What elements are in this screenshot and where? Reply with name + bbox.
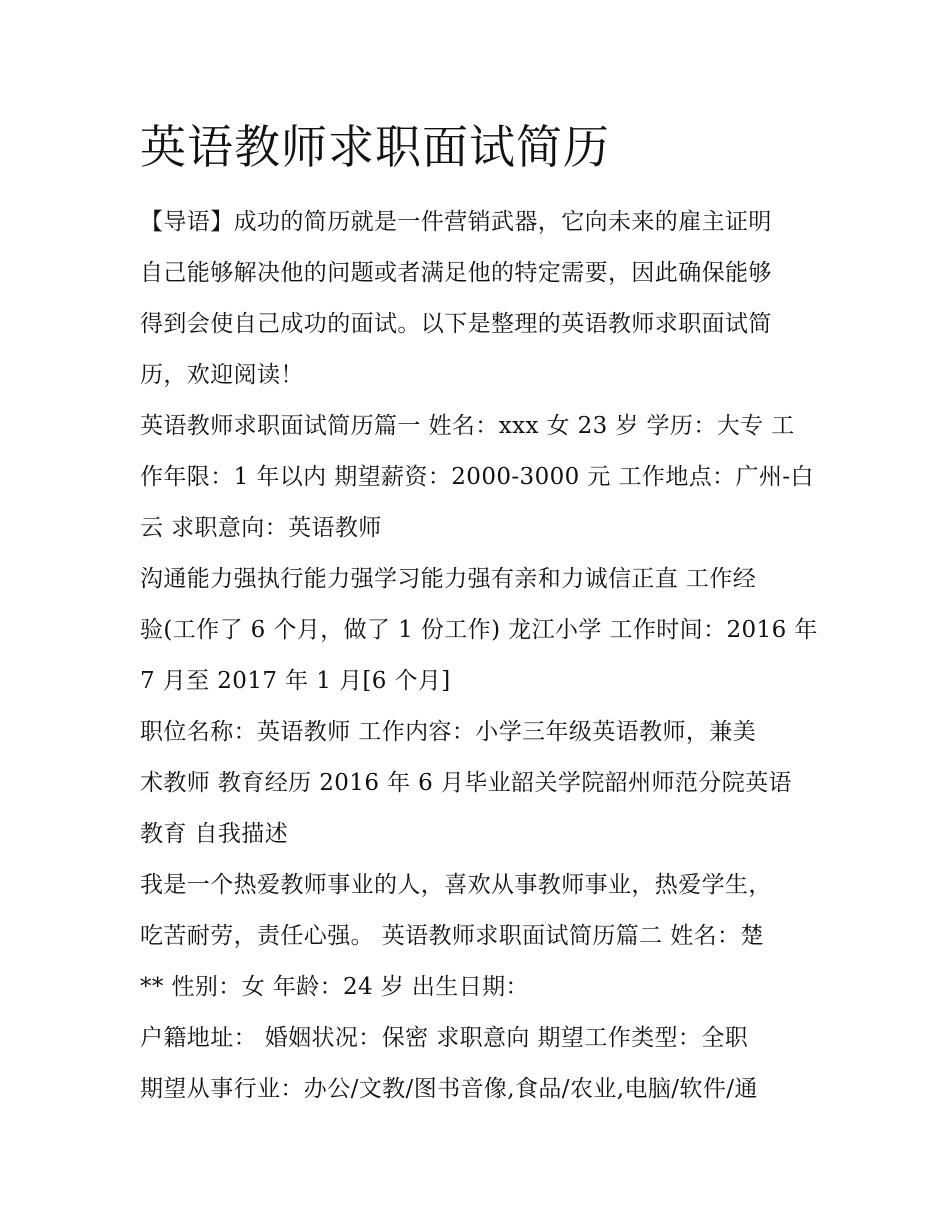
text-line: 教育 自我描述 <box>140 821 289 847</box>
text-line: 户籍地址： 婚姻状况：保密 求职意向 期望工作类型：全职 <box>140 1025 749 1051</box>
text-line: 沟通能力强执行能力强学习能力强有亲和力诚信正直 工作经 <box>140 566 757 592</box>
text-line: 我是一个热爱教师事业的人，喜欢从事教师事业，热爱学生， <box>140 872 772 898</box>
text-line: 吃苦耐劳，责任心强。 英语教师求职面试简历篇二 姓名：楚 <box>140 923 764 949</box>
text-line: 得到会使自己成功的面试。以下是整理的英语教师求职面试简 <box>140 311 772 337</box>
text-line: 自己能够解决他的问题或者满足他的特定需要，因此确保能够 <box>140 260 772 286</box>
text-line: 作年限：1 年以内 期望薪资：2000-3000 元 工作地点：广州-白 <box>140 464 814 490</box>
text-line: 英语教师求职面试简历篇一 姓名：xxx 女 23 岁 学历：大专 工 <box>140 413 795 439</box>
document-title: 英语教师求职面试简历 <box>140 120 610 174</box>
text-line: 云 求职意向：英语教师 <box>140 515 382 541</box>
text-line: 【导语】成功的简历就是一件营销武器，它向未来的雇主证明 <box>140 209 772 235</box>
text-line: 7 月至 2017 年 1 月[6 个月] <box>140 668 451 694</box>
text-line: 历，欢迎阅读！ <box>140 362 304 388</box>
text-line: 职位名称：英语教师 工作内容：小学三年级英语教师，兼美 <box>140 719 757 745</box>
text-line: 期望从事行业：办公/文教/图书音像,食品/农业,电脑/软件/通 <box>140 1076 758 1102</box>
document-body <box>140 197 820 1115</box>
text-line: 验(工作了 6 个月，做了 1 份工作) 龙江小学 工作时间：2016 年 <box>140 617 818 643</box>
text-line: ** 性别：女 年龄：24 岁 出生日期： <box>140 974 529 1000</box>
text-line: 术教师 教育经历 2016 年 6 月毕业韶关学院韶州师范分院英语 <box>140 770 792 796</box>
